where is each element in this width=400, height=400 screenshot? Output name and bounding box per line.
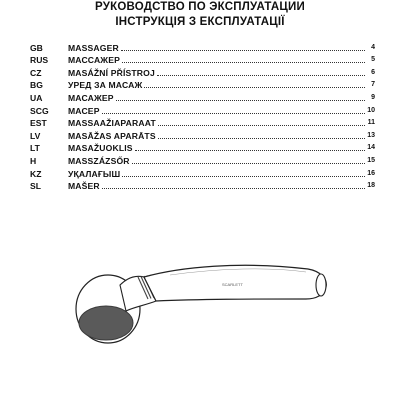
toc-language-code: CZ bbox=[30, 67, 42, 78]
toc-language-code: LT bbox=[30, 143, 40, 154]
toc-section-title: МАСАЖЕР bbox=[68, 92, 114, 103]
toc-page-number: 5 bbox=[371, 56, 375, 64]
toc-page-number: 10 bbox=[367, 106, 375, 114]
toc-page-number: 18 bbox=[367, 182, 375, 190]
toc-row bbox=[30, 179, 375, 192]
toc-language-code: H bbox=[30, 155, 37, 166]
toc-page-number: 15 bbox=[367, 156, 375, 164]
toc-section-title: MASSAAŽIAPARAAT bbox=[68, 118, 156, 129]
toc-section-title: MAŠER bbox=[68, 181, 100, 192]
toc-leader-dots bbox=[135, 149, 365, 151]
toc-page-number: 7 bbox=[371, 81, 375, 89]
title-russian: РУКОВОДСТВО ПО ЭКСПЛУАТАЦИИ bbox=[95, 1, 305, 13]
toc-language-code: GB bbox=[30, 42, 43, 53]
toc-leader-dots bbox=[116, 99, 365, 101]
toc-leader-dots bbox=[102, 187, 365, 189]
toc-page-number: 9 bbox=[371, 93, 375, 101]
toc-leader-dots bbox=[157, 74, 365, 76]
toc-leader-dots bbox=[158, 137, 365, 139]
toc-language-code: RUS bbox=[30, 55, 49, 66]
toc-leader-dots bbox=[158, 124, 365, 126]
toc-section-title: УҚАЛАҒЫШ bbox=[68, 168, 121, 179]
toc-section-title: УРЕД ЗА МАСАЖ bbox=[68, 80, 143, 91]
toc-section-title: МАССАЖЕР bbox=[68, 55, 120, 66]
toc-language-code: UA bbox=[30, 92, 43, 103]
toc-row bbox=[30, 141, 375, 154]
toc-page-number: 11 bbox=[367, 119, 375, 127]
toc-section-title: МАСЕР bbox=[68, 105, 100, 116]
toc-row bbox=[30, 103, 375, 116]
handheld-massager-icon bbox=[70, 255, 340, 355]
toc-language-code: KZ bbox=[30, 168, 42, 179]
toc-row bbox=[30, 40, 375, 53]
toc-row bbox=[30, 116, 375, 129]
toc-language-code: EST bbox=[30, 118, 47, 129]
brand-mark: SCARLETT bbox=[222, 282, 243, 287]
toc-row bbox=[30, 78, 375, 91]
toc-row bbox=[30, 166, 375, 179]
toc-section-title: MASSZÁZSŐR bbox=[68, 155, 130, 166]
toc-page-number: 13 bbox=[367, 131, 375, 139]
toc-row bbox=[30, 53, 375, 66]
toc-leader-dots bbox=[144, 86, 365, 88]
title-ukrainian: ІНСТРУКЦІЯ З ЕКСПЛУАТАЦІЇ bbox=[115, 16, 285, 28]
toc-section-title: MASSAGER bbox=[68, 42, 119, 53]
toc-page-number: 4 bbox=[371, 43, 375, 51]
toc-leader-dots bbox=[102, 112, 365, 114]
massage-pad bbox=[79, 306, 133, 340]
toc-row bbox=[30, 65, 375, 78]
toc-section-title: MASĀŽAS APARĀTS bbox=[68, 130, 156, 141]
toc-page-number: 16 bbox=[367, 169, 375, 177]
toc-language-code: SL bbox=[30, 181, 41, 192]
toc-row bbox=[30, 90, 375, 103]
toc-leader-dots bbox=[122, 175, 365, 177]
table-of-contents bbox=[30, 40, 375, 191]
toc-row bbox=[30, 153, 375, 166]
toc-row bbox=[30, 128, 375, 141]
toc-leader-dots bbox=[132, 162, 365, 164]
toc-leader-dots bbox=[122, 61, 365, 63]
toc-language-code: BG bbox=[30, 80, 43, 91]
toc-page-number: 6 bbox=[371, 68, 375, 76]
toc-section-title: MASÁŽNÍ PŘÍSTROJ bbox=[68, 67, 155, 78]
toc-leader-dots bbox=[121, 49, 365, 51]
toc-language-code: LV bbox=[30, 130, 41, 141]
toc-language-code: SCG bbox=[30, 105, 49, 116]
toc-page-number: 14 bbox=[367, 144, 375, 152]
handle-end-cap bbox=[316, 274, 326, 296]
toc-section-title: MASAŽUOKLIS bbox=[68, 143, 133, 154]
